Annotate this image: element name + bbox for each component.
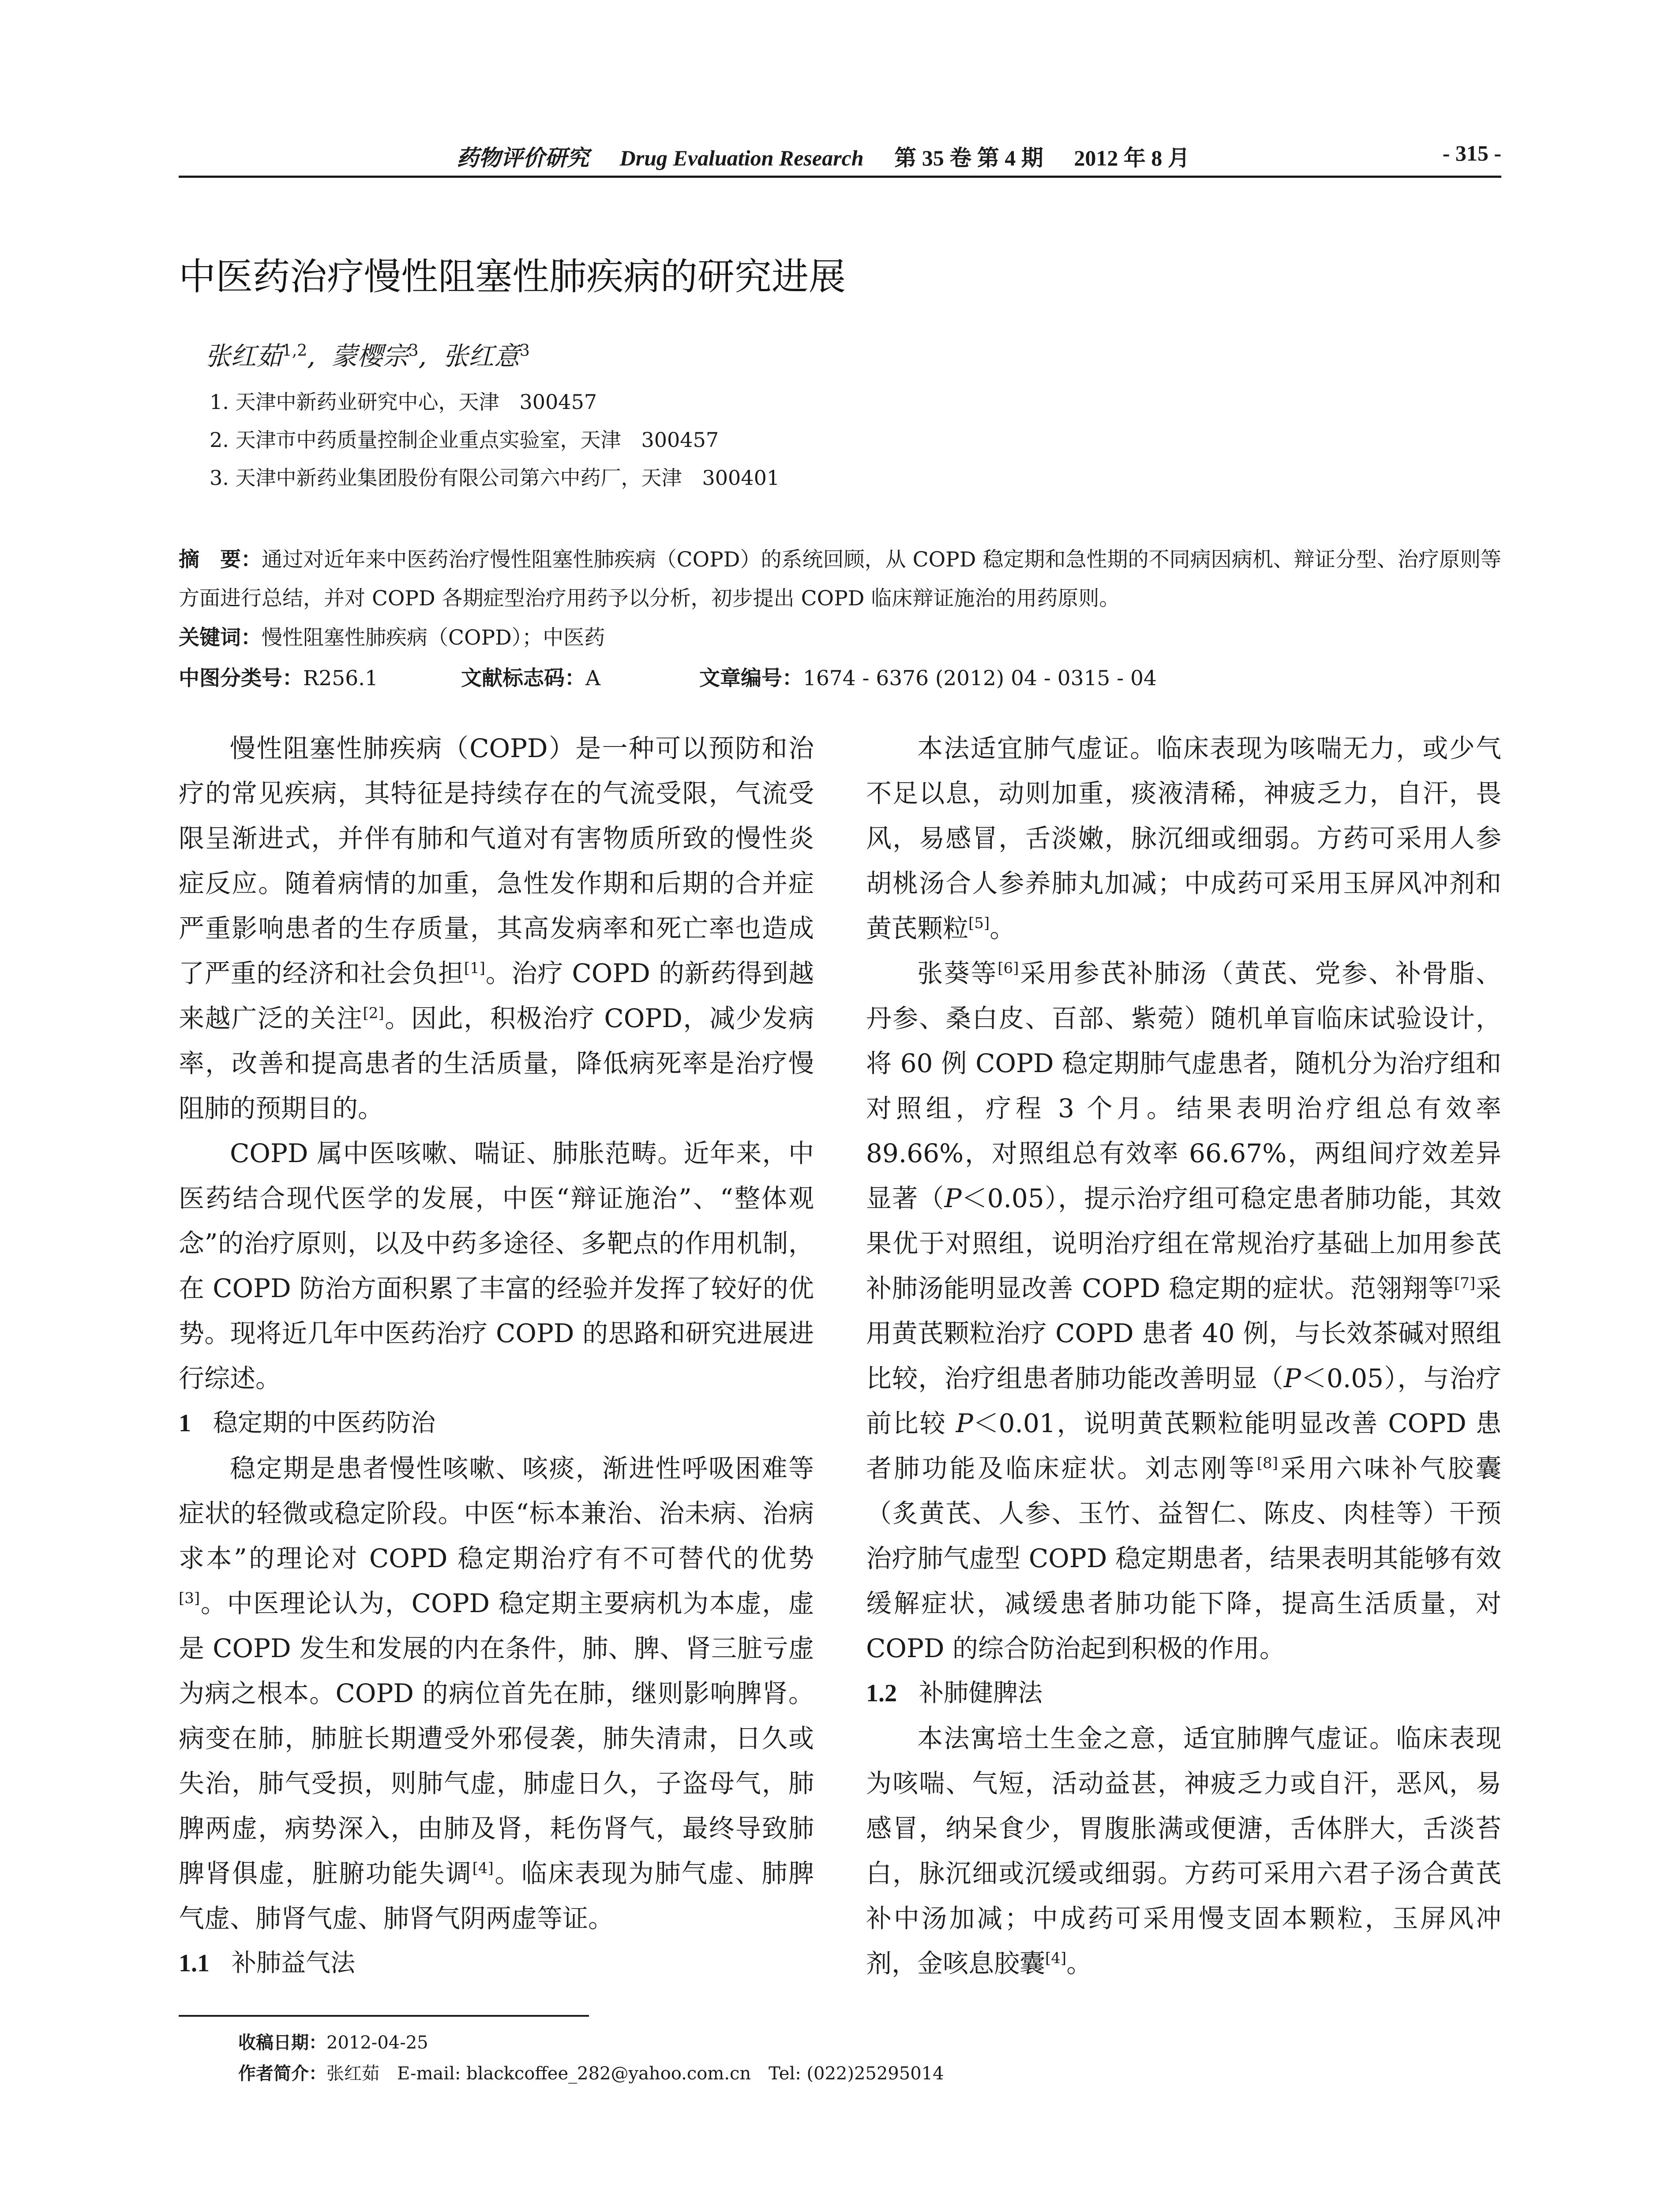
author-bio (238, 2060, 944, 2085)
paragraph-text: 本法适宜肺气虚证。临床表现为咳喘无力，或少气不足以息，动则加重，痰液清稀，神疲乏力，自汗，畏风，易感冒，舌淡嫩，脉沉细或细弱。方药可采用人参胡桃汤合人参养肺丸加减；中成药可采用玉屏风冲剂和黄芪颗粒 (866, 733, 1501, 943)
author-list: 张红茹$^{1,2}$, 蒙樱宗$^3$, 张红意$^3$ (205, 341, 530, 371)
citation[interactable]: [5] (968, 914, 990, 932)
affiliation-list (210, 383, 780, 497)
section-title: 补肺益气法 (232, 1949, 355, 1977)
author-affil-mark: 3 (408, 341, 419, 360)
author-affil-mark: 3 (519, 341, 530, 360)
received-date (238, 2029, 428, 2054)
paragraph-text: 采用参芪补肺汤（黄芪、党参、补骨脂、丹参、桑白皮、百部、紫菀）随机单盲临床试验设计，将 60 例 COPD 稳定期肺气虚患者，随机分为治疗组和对照组，疗程 3 个月。结果表明治疗组总有效率 89.66%，对照组总有效率 66.67%，两组间疗效差异显著（ (866, 958, 1501, 1213)
author-name: 张红茹 (205, 341, 282, 371)
p-value-symbol: P (956, 1408, 973, 1438)
paragraph-text: 。 (1066, 1948, 1092, 1978)
subsection-heading (179, 1941, 814, 1986)
paragraph-text: 采用黄芪颗粒治疗 COPD 患者 40 例，与长效茶碱对照组比较，治疗组患者肺功能改善明显（ (866, 1273, 1501, 1393)
affiliation-item: 1. 天津中新药业研究中心，天津 300457 (210, 390, 597, 414)
paragraph-text: 本法寓培土生金之意，适宜肺脾气虚证。临床表现为咳喘、气短，活动益甚，神疲乏力或自汗，恶风，易感冒，纳呆食少，胃腹胀满或便溏，舌体胖大，舌淡苔白，脉沉细或沉缓或细弱。方药可采用六君子汤合黄芪补中汤加减；中成药可采用慢支固本颗粒，玉屏风冲剂，金咳息胶囊 (866, 1723, 1501, 1978)
p-value-symbol: P (944, 1183, 962, 1213)
abstract (179, 540, 1501, 618)
doc-code-value: A (585, 666, 600, 690)
paragraph-text: 慢性阻塞性肺疾病（COPD）是一种可以预防和治疗的常见疾病，其特征是持续存在的气流受限，气流受限呈渐进式，并伴有肺和气道对有害物质所致的慢性炎症反应。随着病情的加重，急性发作期和后期的合并症严重影响患者的生存质量，其高发病率和死亡率也造成了严重的经济和社会负担 (179, 733, 814, 988)
article-no-label: 文章编号： (699, 666, 803, 690)
citation[interactable]: [4] (1045, 1949, 1067, 1967)
section-number: 1.2 (866, 1680, 897, 1707)
issue-info: 第 35 卷 第 4 期 (894, 146, 1043, 170)
header-rule (179, 176, 1501, 178)
paragraph-text: 稳定期是患者慢性咳嗽、咳痰，渐进性呼吸困难等症状的轻微或稳定阶段。中医“标本兼治、治未病、治病求本”的理论对 COPD 稳定期治疗有不可替代的优势 (179, 1453, 814, 1573)
article-no-value: 1674 - 6376 (2012) 04 - 0315 - 04 (803, 666, 1157, 690)
article-title: 中医药治疗慢性阻塞性肺疾病的研究进展 (179, 255, 846, 298)
paragraph-text: ＜0.01，说明黄芪颗粒能明显改善 COPD 患者肺功能及临床症状。刘志刚等 (866, 1408, 1501, 1483)
author-name: 张红意 (442, 341, 520, 371)
p-value-symbol: P (1283, 1363, 1301, 1393)
abstract-label: 摘 要： (179, 548, 262, 572)
keywords (179, 621, 605, 651)
paragraph (866, 1716, 1501, 1986)
paragraph (866, 726, 1501, 951)
clc-label: 中图分类号： (179, 666, 303, 690)
citation[interactable]: [6] (998, 959, 1019, 977)
right-column (866, 726, 1501, 1986)
paragraph-text: 。临床表现为肺气虚、肺脾气虚、肺肾气虚、肺肾气阴两虚等证。 (179, 1858, 814, 1933)
paragraph-text: 。中医理论认为，COPD 稳定期主要病机为本虚，虚是 COPD 发生和发展的内在条件，肺、脾、肾三脏亏虚为病之根本。COPD 的病位首先在肺，继则影响脾肾。病变在肺，肺脏长期遭受外邪侵袭，肺失清肃，日久或失治，肺气受损，则肺气虚，肺虚日久，子盗母气，肺脾两虚，病势深入，由肺及肾，耗伤肾气，最终导致肺脾肾俱虚，脏腑功能失调 (179, 1588, 814, 1888)
citation[interactable]: [8] (1256, 1454, 1278, 1472)
affiliation-item: 2. 天津市中药质量控制企业重点实验室，天津 300457 (210, 428, 719, 452)
paragraph-text: ＜0.05），提示治疗组可稳定患者肺功能，其效果优于对照组，说明治疗组在常规治疗基础上加用参芪补肺汤能明显改善 COPD 稳定期的症状。范翎翔等 (866, 1183, 1501, 1303)
journal-cn-logo: 药物评价研究 (457, 145, 589, 171)
citation[interactable]: [7] (1454, 1274, 1476, 1292)
abstract-text: 通过对近年来中医药治疗慢性阻塞性肺疾病（COPD）的系统回顾，从 COPD 稳定期和急性期的不同病因病机、辩证分型、治疗原则等方面进行总结，并对 COPD 各期症型治疗用药予以分析，初步提出 COPD 临床辩证施治的用药原则。 (179, 548, 1501, 611)
paragraph (866, 951, 1501, 1671)
paragraph (179, 726, 814, 1131)
citation[interactable]: [2] (363, 1004, 384, 1022)
clc-value: R256.1 (303, 666, 378, 690)
received-value: 2012-04-25 (326, 2033, 428, 2053)
section-number: 1.1 (179, 1950, 210, 1977)
paragraph-text: ＜0.05），与治疗前比较 (866, 1363, 1501, 1438)
paragraph-text: 。因此，积极治疗 COPD，减少发病率，改善和提高患者的生活质量，降低病死率是治疗慢阻肺的预期目的。 (179, 1003, 814, 1123)
author-affil-mark: 1,2 (282, 341, 308, 360)
citation[interactable]: [1] (464, 959, 485, 977)
footnote-rule (179, 2015, 589, 2017)
page-number: - 315 - (1442, 141, 1501, 165)
section-heading (179, 1401, 814, 1446)
section-title: 稳定期的中医药防治 (213, 1409, 435, 1437)
doc-code-label: 文献标志码： (461, 666, 585, 690)
paragraph-text: 采用六味补气胶囊（炙黄芪、人参、玉竹、益智仁、陈皮、肉桂等）干预治疗肺气虚型 COPD 稳定期患者，结果表明其能够有效缓解症状，减缓患者肺功能下降，提高生活质量，对 COPD 的综合防治起到积极的作用。 (866, 1453, 1501, 1663)
journal-name: Drug Evaluation Research (619, 146, 864, 170)
paragraph-text: 。 (990, 913, 1016, 943)
classification-line (179, 662, 1501, 691)
paragraph-text: 张葵等 (917, 958, 998, 988)
section-number: 1 (179, 1410, 191, 1437)
left-column (179, 726, 814, 1986)
author-bio-text[interactable]: 张红茹 E-mail: blackcoffee_282@yahoo.com.cn Tel: (022)25295014 (326, 2063, 944, 2084)
received-label: 收稿日期： (238, 2033, 326, 2053)
running-header (457, 140, 1190, 172)
author-bio-label: 作者简介： (238, 2063, 326, 2084)
keywords-text: 慢性阻塞性肺疾病（COPD）；中医药 (262, 626, 605, 650)
citation[interactable]: [3] (179, 1589, 200, 1607)
paragraph: COPD 属中医咳嗽、喘证、肺胀范畴。近年来，中医药结合现代医学的发展，中医“辩证施治”、“整体观念”的治疗原则，以及中药多途径、多靶点的作用机制，在 COPD 防治方面积累了丰富的经验并发挥了较好的优势。现将近几年中医药治疗 COPD 的思路和研究进展进行综述。 (179, 1138, 814, 1393)
section-title: 补肺健脾法 (919, 1679, 1042, 1707)
author-name: 蒙樱宗 (331, 341, 409, 371)
citation[interactable]: [4] (472, 1859, 494, 1877)
paragraph (179, 1446, 814, 1941)
subsection-heading (866, 1671, 1501, 1716)
paragraph-text: 。治疗 COPD 的新药得到越来越广泛的关注 (179, 958, 814, 1033)
affiliation-item: 3. 天津中新药业集团股份有限公司第六中药厂，天津 300401 (210, 466, 780, 490)
issue-date: 2012 年 8 月 (1074, 146, 1190, 170)
keywords-label: 关键词： (179, 626, 262, 650)
